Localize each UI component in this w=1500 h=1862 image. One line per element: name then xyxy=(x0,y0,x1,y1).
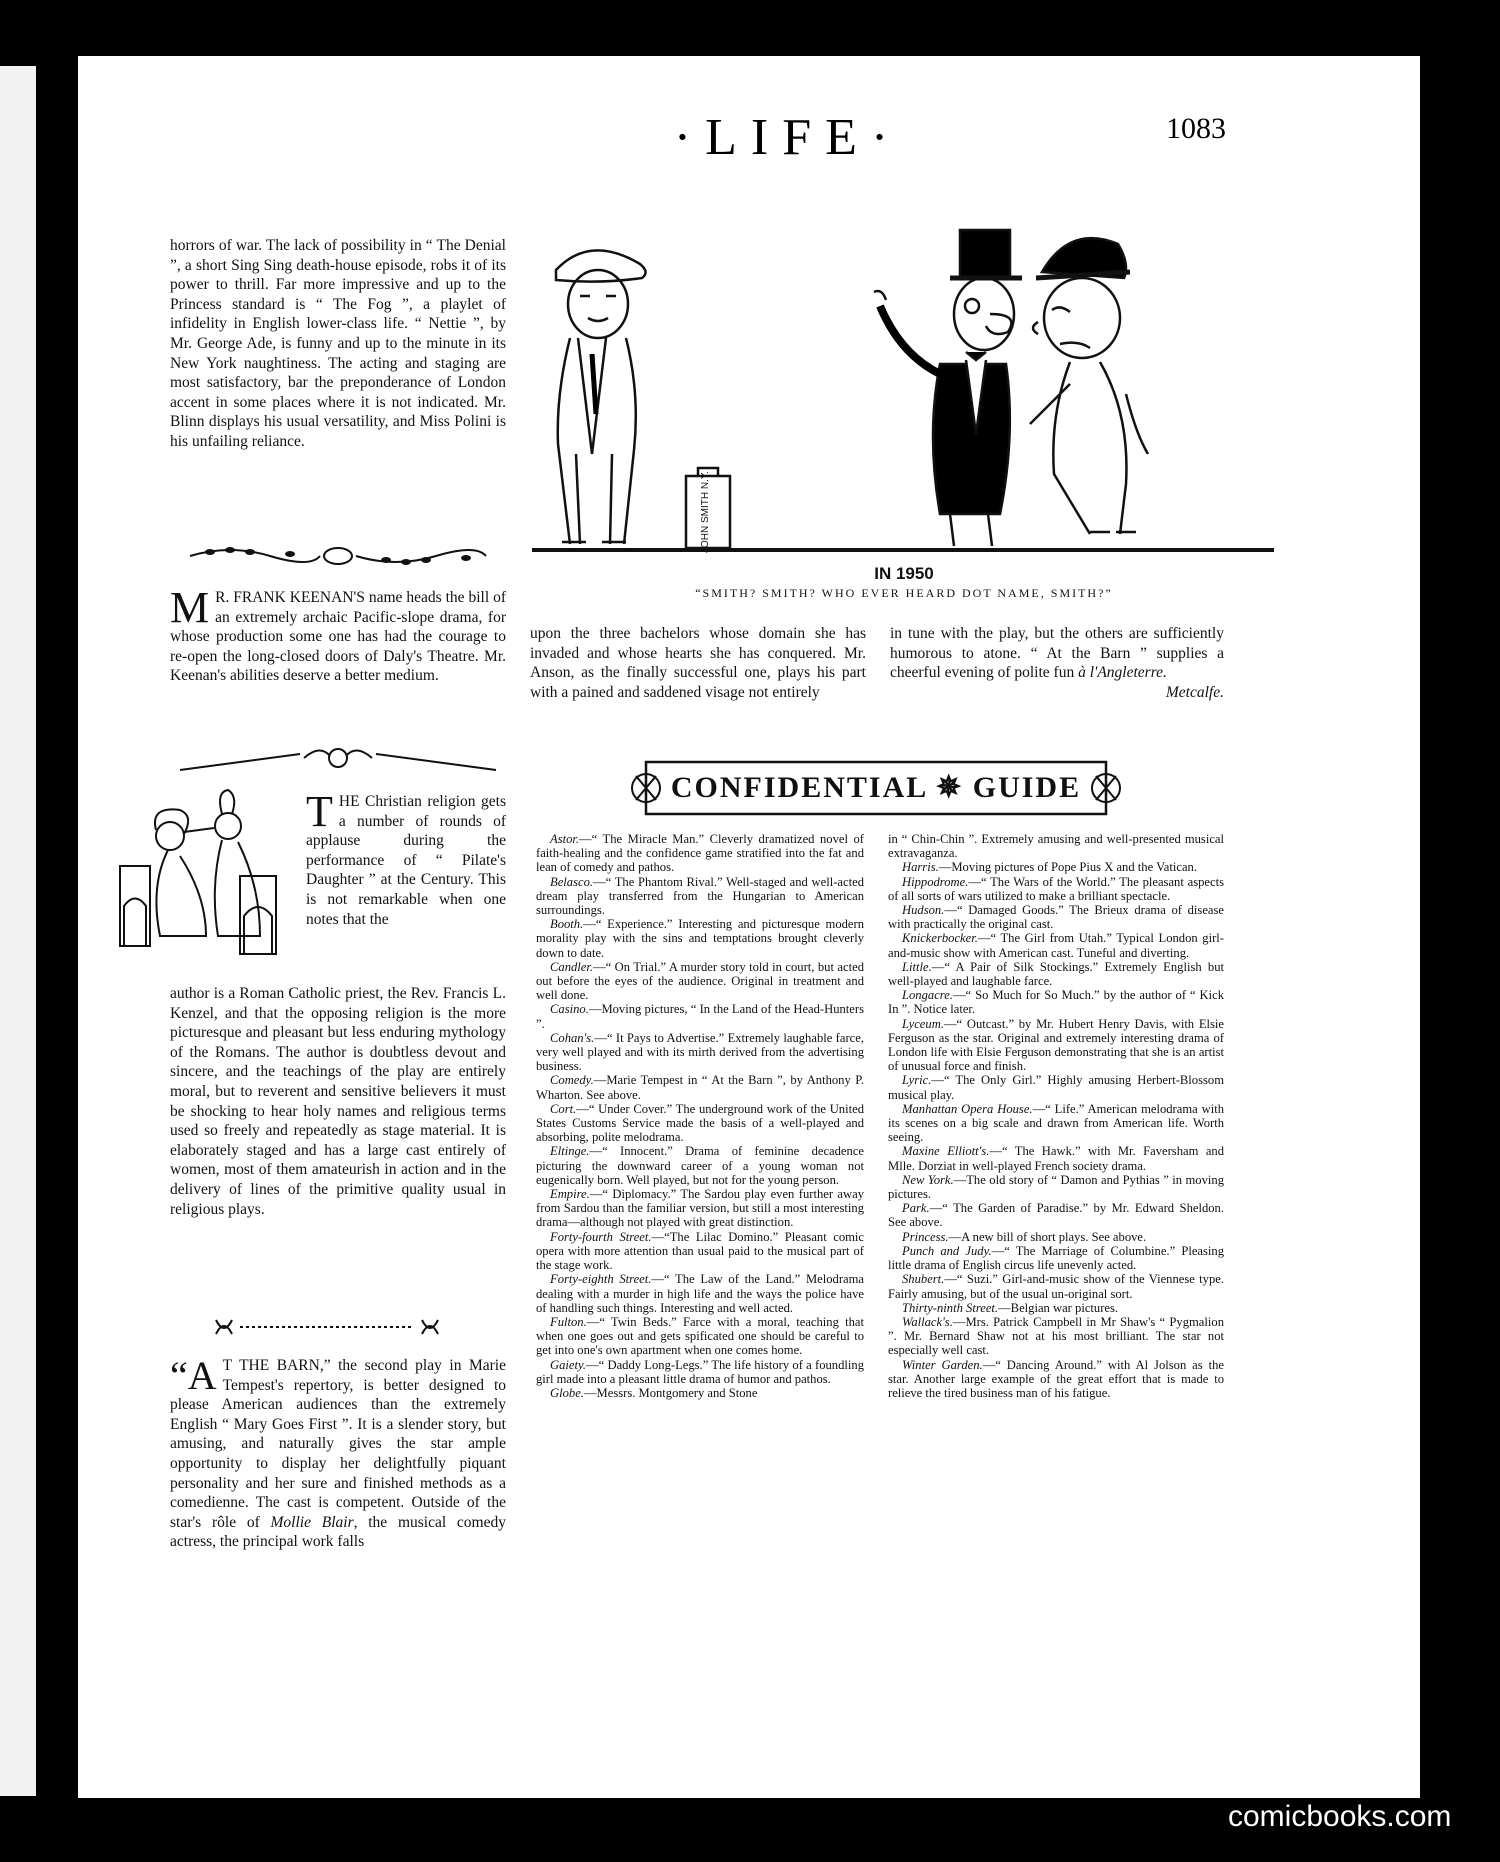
guide-entry xyxy=(888,1358,1224,1401)
theatre-description: —“ On Trial.” A murder story told in court, but acted out before the eyes of the audience. Original in treatment and well done. xyxy=(536,959,864,1003)
theatre-description: —“ Daddy Long-Legs.” The life history of a foundling girl made into a pleasant little drama of humor and pathos. xyxy=(536,1357,864,1386)
theatre-name: Globe. xyxy=(550,1385,584,1400)
theatre-name: Thirty-ninth Street. xyxy=(902,1300,999,1315)
theatre-name: Wallack's. xyxy=(902,1314,953,1329)
theatre-name: Fulton. xyxy=(550,1314,587,1329)
theatre-name: Maxine Elliott's. xyxy=(902,1144,990,1159)
theatre-description: —“ It Pays to Advertise.” Extremely laughable farce, very well played and with its mirth derived from the advertising business. xyxy=(536,1030,864,1074)
theatre-description: —“ Twin Beds.” Farce with a moral, teaching that when one goes out and gets spificated one should be careful to get into one's own apartment when one comes home. xyxy=(536,1314,864,1358)
theatre-description: —“ Innocent.” Drama of feminine decadence picturing the downward career of a young woman not eugenically born. Well played, but not for the young person. xyxy=(536,1144,864,1187)
guide-entry xyxy=(536,917,864,960)
theatre-description: —“ The Hawk.” with Mr. Faversham and Mlle. Dorziat in well-played French society drama. xyxy=(888,1144,1224,1173)
guide-right-list xyxy=(888,860,1224,1400)
theatre-name: Punch and Judy. xyxy=(902,1243,992,1258)
barn-text: T THE BARN,” the second play in Marie Tempest's repertory, is better designed to please American audiences than the extremely English “ Mary Goes First ”. It is a slender story, but amusing, and naturally gives the star ample opportunity to display her delightfully piquant personality and her sure and finished methods as a comedienne. The cast is competent. Outside of the star's rôle of xyxy=(170,1357,506,1531)
christian-review-rest xyxy=(170,984,506,1219)
keenan-review xyxy=(170,583,506,686)
theatre-description: —“ Diplomacy.” The Sardou play even further away from Sardou than the familiar version, but still a most interesting drama—although not played with great distinction. xyxy=(536,1187,864,1230)
guide-entry xyxy=(888,1017,1224,1074)
guide-entry xyxy=(536,1002,864,1030)
previous-page-edge xyxy=(0,66,36,1796)
theatre-name: Hippodrome. xyxy=(902,874,969,889)
theatre-description: —Belgian war pictures. xyxy=(998,1300,1119,1315)
guide-entry xyxy=(888,1272,1224,1300)
guide-entry xyxy=(536,1230,864,1273)
guide-entry xyxy=(536,960,864,1003)
floral-ornament xyxy=(170,542,506,570)
theatre-description: —“ The Wars of the World.” The pleasant aspects of all sorts of wars utilized to make a brilliant spectacle. xyxy=(888,874,1224,903)
guide-entry xyxy=(888,903,1224,931)
theatre-description: —“ Damaged Goods.” The Brieux drama of disease with practically the original cast. xyxy=(888,903,1224,932)
guide-entry xyxy=(888,1201,1224,1229)
christian-review-start xyxy=(306,787,506,929)
theatre-name: New York. xyxy=(902,1172,954,1187)
guide-entry xyxy=(888,1173,1224,1201)
theatre-description: —“ The Only Girl.” Highly amusing Herbert-Blossom musical play. xyxy=(888,1073,1224,1102)
theatre-description: —“ The Marriage of Columbine.” Pleasing little drama of English circus life unevenly acted. xyxy=(888,1243,1224,1273)
theatre-description: —Messrs. Montgomery and Stone xyxy=(583,1385,758,1400)
guide-entry xyxy=(536,1315,864,1358)
theatre-description: —“ The Girl from Utah.” Typical London girl-and-music show with American cast. Tuneful and diverting. xyxy=(888,931,1224,960)
christian-text-start: HE Christian religion gets a number of rounds of applause during the performance of “ Pilate's Daughter ” at the Century. This is not remarkable when one notes that the xyxy=(306,793,506,928)
drop-cap-a: “A xyxy=(170,1353,217,1398)
theatre-name: Cort. xyxy=(550,1101,577,1116)
theatre-name: Park. xyxy=(902,1201,930,1216)
guide-entry xyxy=(888,1244,1224,1272)
theatre-name: Candler. xyxy=(550,959,594,974)
theatre-name: Knickerbocker. xyxy=(902,931,978,946)
guide-entry xyxy=(888,931,1224,959)
theatre-description: —“ Dancing Around.” with Al Jolson as the star. Another large example of the great effort that is made to relieve the tired business man of his fatigue. xyxy=(888,1357,1224,1400)
author-signature: Metcalfe. xyxy=(1165,683,1224,701)
guide-entry xyxy=(888,1315,1224,1358)
theatre-description: —“ The Miracle Man.” Cleverly dramatized novel of faith-healing and the confidence game stratified into the fat and lean of comedy and pathos. xyxy=(536,832,864,875)
theatre-description: —“ A Pair of Silk Stockings.” Extremely English but well-played and laughable farce. xyxy=(888,959,1224,989)
theatre-description: —“ So Much for So Much.” by the author of “ Kick In ”. Notice later. xyxy=(888,988,1224,1017)
guide-entry xyxy=(536,1272,864,1315)
theatre-description: —A new bill of short plays. See above. xyxy=(948,1229,1147,1244)
theatre-description: —“ Experience.” Interesting and picturesque modern morality play with the sins and temptations brought cleverly down to date. xyxy=(536,917,864,960)
theatre-name: Gaiety. xyxy=(550,1357,587,1372)
theatre-description: —Moving pictures of Pope Pius X and the Vatican. xyxy=(938,860,1198,875)
barn-conclusion-italic: à l'Angleterre. xyxy=(1078,664,1167,682)
theatre-description: —“The Lilac Domino.” Pleasant comic opera with more attention than usual paid to the musical part of the stage work. xyxy=(536,1229,864,1273)
guide-entry xyxy=(536,1386,864,1400)
theatre-name: Princess. xyxy=(902,1229,949,1244)
theatre-name: Hudson. xyxy=(902,903,945,918)
theatre-description: —Mrs. Patrick Campbell in Mr Shaw's “ Pygmalion ”. Mr. Bernard Shaw not at his most brilliant. The star not especially well cast. xyxy=(888,1314,1224,1358)
theatre-description: —“ Under Cover.” The underground work of the United States Customs Service made the basis of a well-played and absorbing, polite melodrama. xyxy=(536,1101,864,1145)
barn-continuation: upon the three bachelors whose domain she has invaded and whose hearts she has conquered. Mr. Anson, as the finally successful one, plays his part with a pained and saddened visage not entirely xyxy=(530,625,866,701)
theatre-name: Little. xyxy=(902,959,932,974)
guide-entry xyxy=(536,1358,864,1386)
barn-role-name: Mollie Blair xyxy=(270,1513,354,1531)
theatre-description: —Marie Tempest in “ At the Barn ”, by Anthony P. Wharton. See above. xyxy=(536,1073,864,1102)
guide-entry xyxy=(536,1102,864,1145)
keenan-text: R. FRANK KEENAN'S name heads the bill of an extremely archaic Pacific-slope drama, for whose production some one has had the courage to re-open the long-closed doors of Daly's Theatre. Mr. Keenan's abilities deserve a better medium. xyxy=(170,589,506,685)
cartoon-caption: “SMITH? SMITH? WHO EVER HEARD DOT NAME, SMITH?” xyxy=(695,586,1113,600)
seated-women-illustration xyxy=(110,786,310,964)
theatre-name: Harris. xyxy=(902,860,939,875)
suitcase-label: JOHN SMITH N.Y. xyxy=(700,470,711,554)
theatre-name: Winter Garden. xyxy=(902,1357,983,1372)
theatre-name: Belasco. xyxy=(550,874,594,889)
theatre-name: Lyceum. xyxy=(902,1016,944,1031)
guide-entry xyxy=(888,1144,1224,1172)
guide-entry xyxy=(888,1301,1224,1315)
drop-cap-m: M xyxy=(170,583,210,632)
theatre-description: —The old story of “ Damon and Pythias ” in moving pictures. xyxy=(888,1172,1224,1202)
guide-left-column xyxy=(536,832,864,1400)
theatre-name: Astor. xyxy=(550,832,580,846)
guide-entry xyxy=(536,1144,864,1187)
theatre-name: Comedy. xyxy=(550,1073,594,1088)
theatre-description: —“ The Garden of Paradise.” by Mr. Edward Sheldon. See above. xyxy=(888,1201,1224,1230)
guide-entry xyxy=(536,875,864,918)
theatre-description: —Moving pictures, “ In the Land of the Head-Hunters ”. xyxy=(536,1002,864,1031)
christian-text-rest: author is a Roman Catholic priest, the Rev. Francis L. Kenzel, and that the opposing religion is the more picturesque and pleasant but less enduring mythology of the Romans. The author is doubtless devout and sincere, and the teachings of the play are entirely moral, but to reverent and sensitive believers it must be shocking to hear holy names and religious terms used so freely and repeatedly as stage material. It is elaborately staged and has a large cast entirely of women, most of them amateurish in action and in the delivery of lines of the primitive quality usual in religious plays. xyxy=(170,985,506,1218)
right-column-text xyxy=(890,624,1224,702)
theatre-description: —“ The Law of the Land.” Melodrama dealing with a murder in high life and the ways the police have of handling such things. Interesting and well acted. xyxy=(536,1272,865,1315)
barn-text-end: , the musical comedy actress, the principal work falls xyxy=(170,1513,506,1551)
masthead: ·LIFE· xyxy=(673,109,903,166)
guide-entry xyxy=(536,832,864,875)
cartoon-illustration xyxy=(530,214,1278,558)
left-column-top xyxy=(170,236,506,452)
theatre-description: —“ Suzi.” Girl-and-music show of the Viennese type. Fairly amusing, but of the usual un-original sort. xyxy=(888,1272,1224,1301)
sword-ornament xyxy=(170,744,506,774)
theatre-name: Forty-eighth Street. xyxy=(550,1272,652,1287)
barn-review xyxy=(170,1353,506,1552)
theatre-description: —“ The Phantom Rival.” Well-staged and well-acted dream play transferred from the Hungarian to American surroundings. xyxy=(536,874,864,918)
theatre-name: Empire. xyxy=(550,1187,590,1202)
guide-right-column xyxy=(888,832,1224,1400)
theatre-name: Longacre. xyxy=(902,988,953,1003)
confidential-guide-header xyxy=(626,758,1126,818)
guide-title: CONFIDENTIAL ✵ GUIDE xyxy=(670,771,1082,804)
theatre-name: Booth. xyxy=(550,917,584,932)
guide-entry xyxy=(888,960,1224,988)
theatre-name: Manhattan Opera House. xyxy=(902,1101,1033,1116)
dotted-line-ornament xyxy=(210,1316,446,1338)
drop-cap-t: T xyxy=(306,787,333,836)
theatre-name: Shubert. xyxy=(902,1272,945,1287)
guide-entry xyxy=(888,875,1224,903)
theatre-name: Lyric. xyxy=(902,1073,932,1088)
guide-entry xyxy=(888,988,1224,1016)
guide-entry xyxy=(888,1230,1224,1244)
review-paragraph-fog: horrors of war. The lack of possibility in “ The Denial ”, a short Sing Sing death-house episode, robs it of its power to thrill. Far more impressive and up to the Princess standard is “ The Fog ”, a playlet of infidelity in English lower-class life. “ Nettie ”, by Mr. George Ade, is funny and up to the minute in its New York naughtiness. The acting and staging are most satisfactory, bar the preponderance of London accent in some places where it is not indicated. Mr. Blinn displays his usual versatility, and Miss Polini is his unfailing reliance. xyxy=(170,237,506,450)
theatre-name: Eltinge. xyxy=(550,1144,590,1159)
guide-entry xyxy=(536,1187,864,1230)
guide-entry xyxy=(536,1031,864,1074)
theatre-description: —“ Life.” American melodrama with its scenes on a big scale and drawn from American life. Worth seeing. xyxy=(888,1101,1225,1145)
theatre-name: Cohan's. xyxy=(550,1030,595,1045)
theatre-description: —“ Outcast.” by Mr. Hubert Henry Davis, with Elsie Ferguson as the star. Original and extremely interesting drama of London life with Elsie Ferguson demonstrating that she is an artist of unusual force and finish. xyxy=(888,1016,1224,1074)
guide-entry xyxy=(888,860,1224,874)
guide-entry xyxy=(888,1073,1224,1101)
watermark: comicbooks.com xyxy=(1228,1800,1452,1833)
guide-entry xyxy=(888,1102,1224,1145)
guide-right-continuation: in “ Chin-Chin ”. Extremely amusing and well-presented musical extravaganza. xyxy=(888,832,1224,861)
barn-conclusion: in tune with the play, but the others are sufficiently humorous to atone. “ At the Barn ” supplies a cheerful evening of polite fun xyxy=(890,625,1224,682)
theatre-name: Casino. xyxy=(550,1002,589,1017)
middle-column-text xyxy=(530,624,866,702)
theatre-name: Forty-fourth Street. xyxy=(550,1229,652,1244)
page-number: 1083 xyxy=(1166,112,1226,145)
cartoon-title: IN 1950 xyxy=(874,564,934,583)
guide-entry xyxy=(536,1073,864,1101)
